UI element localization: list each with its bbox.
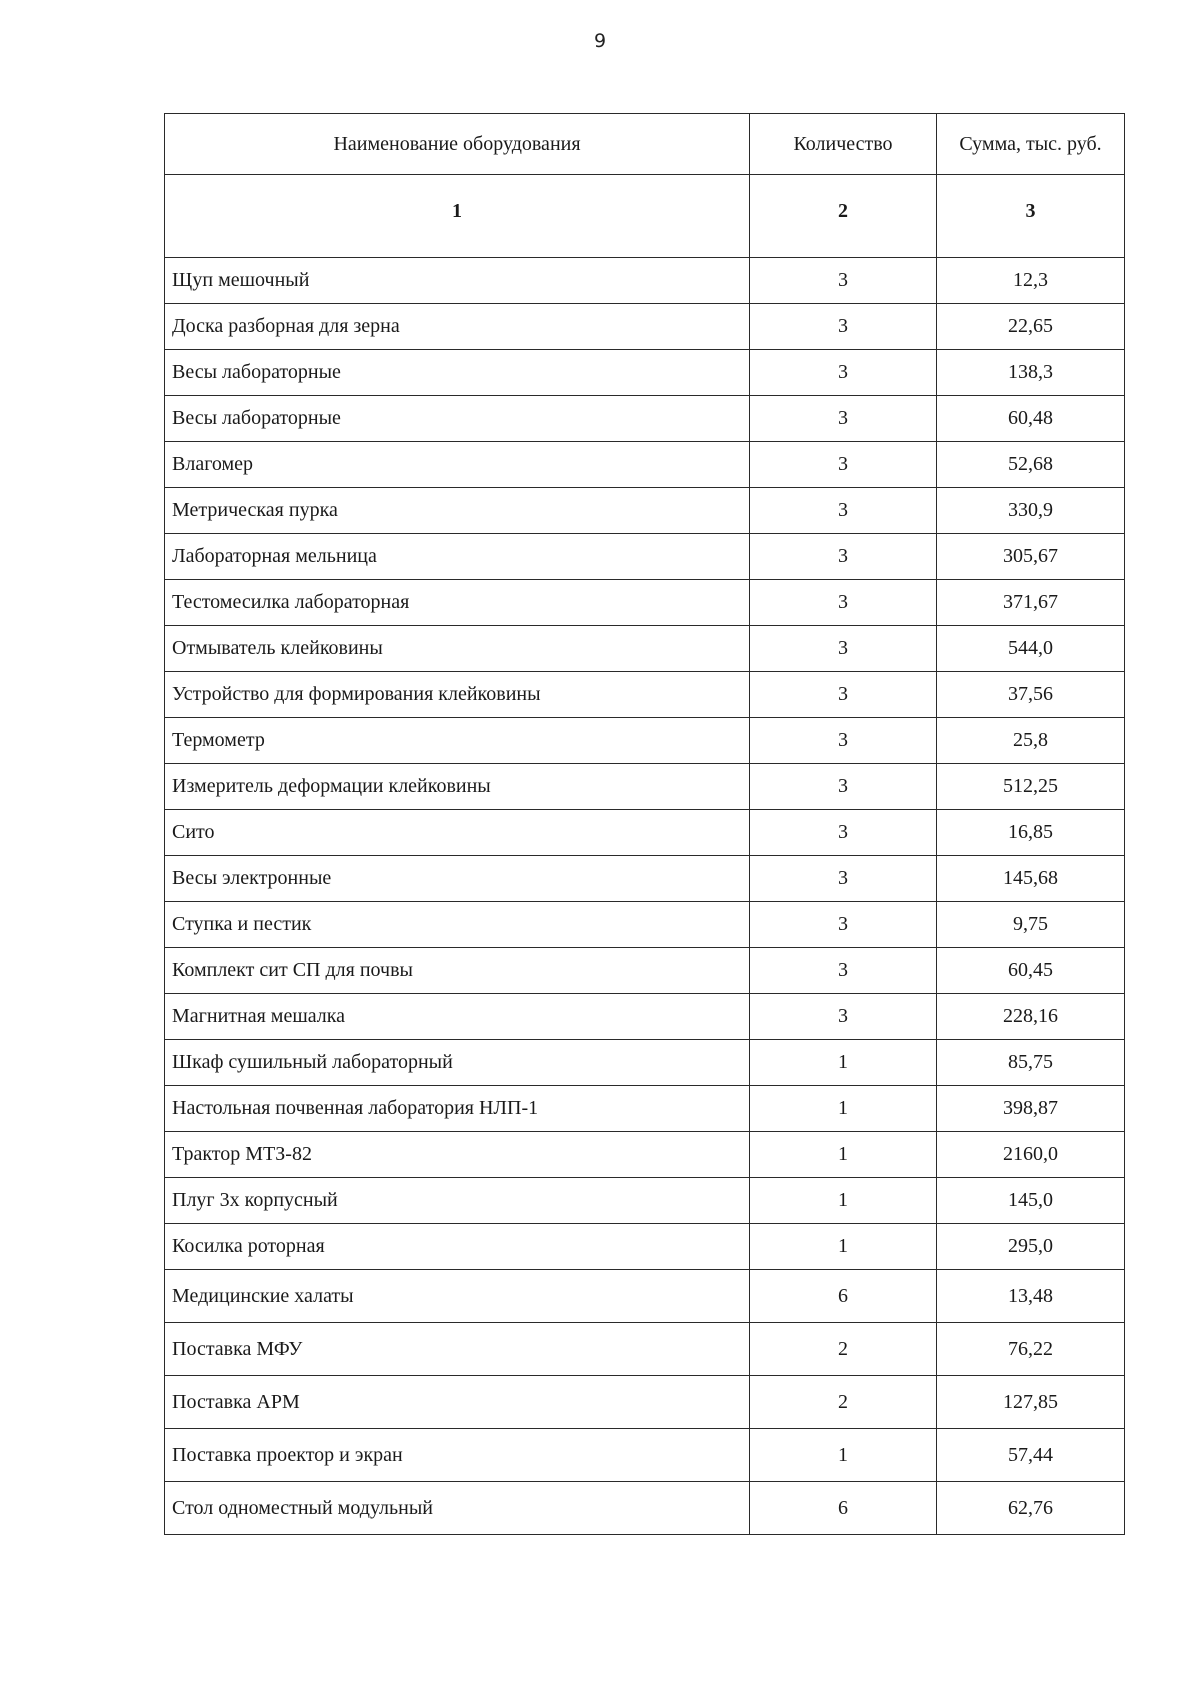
cell-sum: 2160,0 xyxy=(937,1132,1125,1178)
column-number-name: 1 xyxy=(165,175,750,258)
cell-name: Устройство для формирования клейковины xyxy=(165,672,750,718)
cell-name: Настольная почвенная лаборатория НЛП-1 xyxy=(165,1086,750,1132)
table-row xyxy=(165,994,1125,1040)
cell-sum: 52,68 xyxy=(937,442,1125,488)
cell-sum: 60,48 xyxy=(937,396,1125,442)
cell-qty: 2 xyxy=(750,1323,937,1376)
cell-qty: 3 xyxy=(750,718,937,764)
table-row xyxy=(165,626,1125,672)
table-row xyxy=(165,1132,1125,1178)
header-sum: Сумма, тыс. руб. xyxy=(937,114,1125,175)
table-row xyxy=(165,1086,1125,1132)
cell-qty: 3 xyxy=(750,902,937,948)
cell-qty: 1 xyxy=(750,1132,937,1178)
column-number-sum: 3 xyxy=(937,175,1125,258)
cell-sum: 512,25 xyxy=(937,764,1125,810)
cell-name: Весы лабораторные xyxy=(165,350,750,396)
cell-name: Доска разборная для зерна xyxy=(165,304,750,350)
table-row xyxy=(165,1323,1125,1376)
cell-qty: 6 xyxy=(750,1270,937,1323)
cell-qty: 1 xyxy=(750,1224,937,1270)
table-row xyxy=(165,902,1125,948)
cell-sum: 62,76 xyxy=(937,1482,1125,1535)
cell-sum: 127,85 xyxy=(937,1376,1125,1429)
cell-name: Косилка роторная xyxy=(165,1224,750,1270)
cell-sum: 371,67 xyxy=(937,580,1125,626)
page-number: 9 xyxy=(593,30,607,52)
column-number-row xyxy=(165,175,1125,258)
table-row xyxy=(165,1224,1125,1270)
table-row xyxy=(165,1429,1125,1482)
cell-sum: 145,0 xyxy=(937,1178,1125,1224)
cell-sum: 13,48 xyxy=(937,1270,1125,1323)
cell-name: Трактор МТЗ-82 xyxy=(165,1132,750,1178)
cell-sum: 57,44 xyxy=(937,1429,1125,1482)
cell-name: Поставка МФУ xyxy=(165,1323,750,1376)
cell-qty: 3 xyxy=(750,534,937,580)
cell-name: Поставка проектор и экран xyxy=(165,1429,750,1482)
cell-sum: 12,3 xyxy=(937,258,1125,304)
cell-qty: 2 xyxy=(750,1376,937,1429)
cell-sum: 25,8 xyxy=(937,718,1125,764)
cell-qty: 3 xyxy=(750,948,937,994)
table-row xyxy=(165,764,1125,810)
table-row xyxy=(165,1376,1125,1429)
cell-qty: 3 xyxy=(750,580,937,626)
cell-sum: 544,0 xyxy=(937,626,1125,672)
cell-sum: 138,3 xyxy=(937,350,1125,396)
header-name: Наименование оборудования xyxy=(165,114,750,175)
table-row xyxy=(165,580,1125,626)
cell-name: Измеритель деформации клейковины xyxy=(165,764,750,810)
cell-name: Щуп мешочный xyxy=(165,258,750,304)
cell-sum: 85,75 xyxy=(937,1040,1125,1086)
table-row xyxy=(165,1040,1125,1086)
cell-sum: 9,75 xyxy=(937,902,1125,948)
cell-sum: 37,56 xyxy=(937,672,1125,718)
cell-qty: 3 xyxy=(750,258,937,304)
table-header xyxy=(165,114,1125,258)
table-row xyxy=(165,304,1125,350)
table-row xyxy=(165,856,1125,902)
table-row xyxy=(165,810,1125,856)
cell-name: Сито xyxy=(165,810,750,856)
table-row xyxy=(165,350,1125,396)
cell-sum: 228,16 xyxy=(937,994,1125,1040)
cell-name: Влагомер xyxy=(165,442,750,488)
table-row xyxy=(165,1482,1125,1535)
cell-sum: 16,85 xyxy=(937,810,1125,856)
cell-qty: 3 xyxy=(750,810,937,856)
cell-sum: 60,45 xyxy=(937,948,1125,994)
cell-name: Шкаф сушильный лабораторный xyxy=(165,1040,750,1086)
cell-name: Лабораторная мельница xyxy=(165,534,750,580)
cell-sum: 145,68 xyxy=(937,856,1125,902)
table-row xyxy=(165,718,1125,764)
cell-qty: 3 xyxy=(750,856,937,902)
cell-qty: 1 xyxy=(750,1086,937,1132)
cell-qty: 3 xyxy=(750,764,937,810)
cell-qty: 3 xyxy=(750,442,937,488)
cell-sum: 305,67 xyxy=(937,534,1125,580)
cell-sum: 295,0 xyxy=(937,1224,1125,1270)
cell-qty: 3 xyxy=(750,994,937,1040)
table-row xyxy=(165,1178,1125,1224)
cell-name: Медицинские халаты xyxy=(165,1270,750,1323)
cell-name: Тестомесилка лабораторная xyxy=(165,580,750,626)
cell-qty: 3 xyxy=(750,396,937,442)
cell-qty: 3 xyxy=(750,672,937,718)
cell-name: Поставка АРМ xyxy=(165,1376,750,1429)
cell-qty: 3 xyxy=(750,304,937,350)
cell-qty: 3 xyxy=(750,488,937,534)
column-number-qty: 2 xyxy=(750,175,937,258)
table-row xyxy=(165,534,1125,580)
cell-qty: 1 xyxy=(750,1178,937,1224)
cell-sum: 330,9 xyxy=(937,488,1125,534)
cell-sum: 76,22 xyxy=(937,1323,1125,1376)
cell-sum: 398,87 xyxy=(937,1086,1125,1132)
cell-sum: 22,65 xyxy=(937,304,1125,350)
equipment-table xyxy=(164,113,1125,1535)
cell-name: Метрическая пурка xyxy=(165,488,750,534)
cell-name: Весы лабораторные xyxy=(165,396,750,442)
table-row xyxy=(165,258,1125,304)
table-row xyxy=(165,948,1125,994)
cell-name: Магнитная мешалка xyxy=(165,994,750,1040)
table-row xyxy=(165,488,1125,534)
table-body xyxy=(165,258,1125,1535)
cell-name: Ступка и пестик xyxy=(165,902,750,948)
table-row xyxy=(165,396,1125,442)
table-row xyxy=(165,442,1125,488)
cell-name: Термометр xyxy=(165,718,750,764)
cell-name: Отмыватель клейковины xyxy=(165,626,750,672)
cell-qty: 6 xyxy=(750,1482,937,1535)
cell-name: Весы электронные xyxy=(165,856,750,902)
table-row xyxy=(165,672,1125,718)
header-qty: Количество xyxy=(750,114,937,175)
table-row xyxy=(165,1270,1125,1323)
header-row xyxy=(165,114,1125,175)
cell-qty: 1 xyxy=(750,1040,937,1086)
cell-qty: 3 xyxy=(750,626,937,672)
cell-qty: 1 xyxy=(750,1429,937,1482)
cell-name: Комплект сит СП для почвы xyxy=(165,948,750,994)
cell-name: Стол одноместный модульный xyxy=(165,1482,750,1535)
cell-name: Плуг 3х корпусный xyxy=(165,1178,750,1224)
cell-qty: 3 xyxy=(750,350,937,396)
